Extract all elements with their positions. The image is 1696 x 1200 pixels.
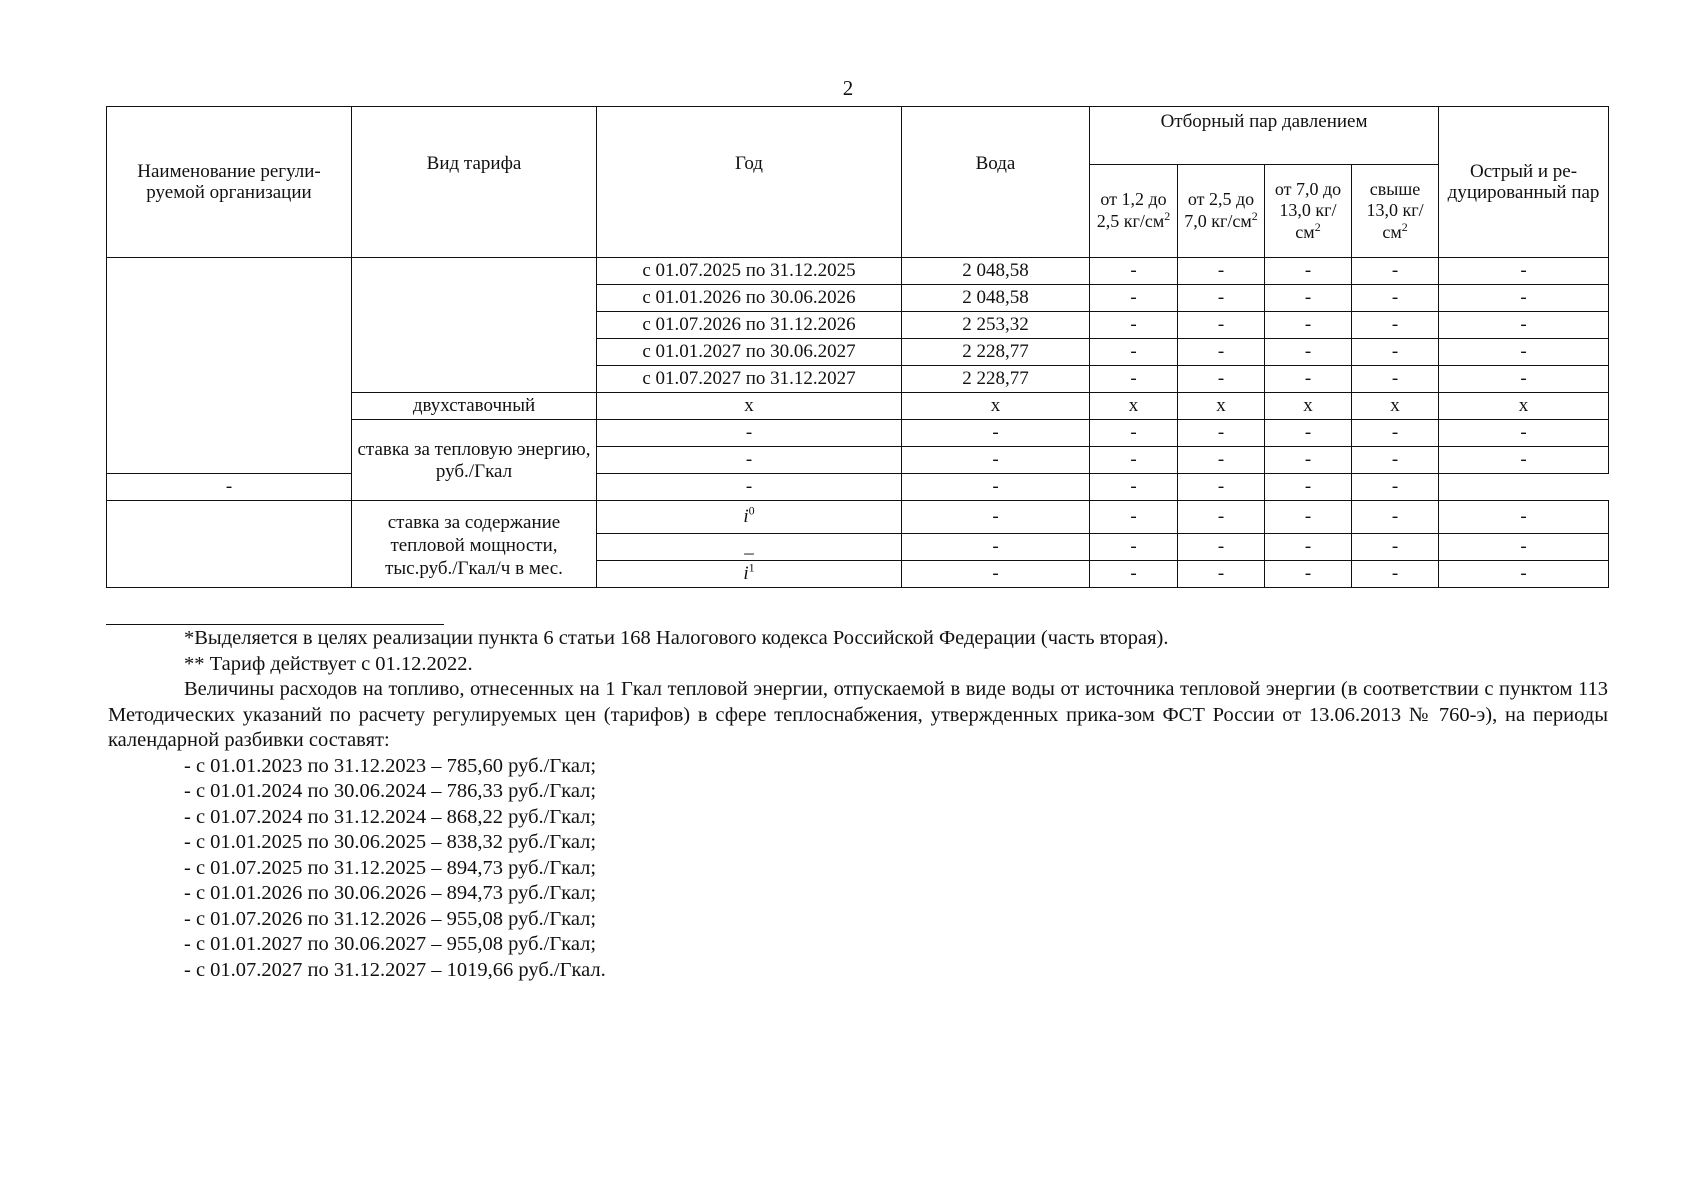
fuel-cost-list — [108, 754, 1608, 984]
capacity-cell: - — [1178, 561, 1265, 588]
year-cell: с 01.01.2026 по 30.06.2026 — [597, 285, 902, 312]
heat-rate-cell: - — [902, 447, 1090, 474]
p2-cell: - — [1178, 339, 1265, 366]
capacity-rate-label: ставка за содержание тепловой мощности, тыс.руб./Гкал/ч в мес. — [352, 501, 597, 588]
org-name-cell — [107, 258, 352, 474]
p3-cell: - — [1265, 312, 1352, 339]
p1-cell: - — [1090, 285, 1178, 312]
sharp-cell: - — [1439, 339, 1609, 366]
heat-rate-cell: - — [597, 474, 902, 501]
footnote-1: *Выделяется в целях реализации пункта 6 статьи 168 Налогового кодекса Российской Федерации (часть вторая). — [184, 627, 1169, 649]
header-pressure-3 — [1265, 165, 1352, 258]
p2-cell: - — [1178, 366, 1265, 393]
p2-cell: - — [1178, 285, 1265, 312]
notes-block — [108, 626, 1608, 983]
p4-cell: - — [1352, 258, 1439, 285]
heat-rate-cell: - — [1090, 420, 1178, 447]
water-cell: 2 048,58 — [902, 258, 1090, 285]
list-item: - с 01.07.2027 по 31.12.2027 – 1019,66 руб./Гкал. — [184, 958, 606, 981]
heat-rate-cell: - — [902, 420, 1090, 447]
capacity-cell: - — [1265, 534, 1352, 561]
table-row-capacity-rate — [107, 501, 1609, 534]
heat-rate-cell: - — [1265, 420, 1352, 447]
header-pressure-1 — [1090, 165, 1178, 258]
capacity-cell: - — [1178, 534, 1265, 561]
sup-2: 2 — [1314, 219, 1321, 234]
header-steam-group: Отборный пар давлением — [1090, 107, 1439, 165]
p4-cell: - — [1352, 312, 1439, 339]
list-item: - с 01.01.2027 по 30.06.2027 – 955,08 руб./Гкал; — [184, 933, 597, 955]
heat-rate-cell: - — [1439, 420, 1609, 447]
list-item: - с 01.07.2024 по 31.12.2024 – 868,22 руб./Гкал; — [184, 805, 597, 828]
table-row-heat-rate — [107, 474, 1609, 501]
list-item: - с 01.01.2023 по 31.12.2023 – 785,60 руб./Гкал; — [184, 754, 597, 777]
header-year: Год — [597, 107, 902, 258]
sharp-cell: - — [1439, 366, 1609, 393]
two-rate-cell: x — [597, 393, 902, 420]
table-row — [107, 258, 1609, 285]
footnote-separator — [106, 624, 444, 625]
heat-rate-cell: - — [597, 420, 902, 447]
capacity-cell: - — [1439, 561, 1609, 588]
p4-cell: - — [1352, 285, 1439, 312]
two-rate-label: двухставочный — [352, 393, 597, 420]
header-tariff-type: Вид тарифа — [352, 107, 597, 258]
list-item: - с 01.01.2024 по 30.06.2024 – 786,33 руб./Гкал; — [184, 780, 597, 802]
water-cell: 2 253,32 — [902, 312, 1090, 339]
two-rate-cell: x — [1352, 393, 1439, 420]
capacity-cell: - — [1090, 561, 1178, 588]
sharp-cell: - — [1439, 285, 1609, 312]
heat-rate-cell: - — [1352, 420, 1439, 447]
heat-rate-cell: - — [1090, 474, 1178, 501]
p1-cell: - — [1090, 366, 1178, 393]
two-rate-cell: x — [1265, 393, 1352, 420]
header-row-1 — [107, 107, 1609, 165]
year-cell: с 01.07.2026 по 31.12.2026 — [597, 312, 902, 339]
footnote-2: ** Тариф действует с 01.12.2022. — [184, 652, 473, 675]
p1-cell: - — [1090, 339, 1178, 366]
heat-rate-cell: - — [1265, 474, 1352, 501]
org-name-cell-2 — [107, 501, 352, 588]
header-pressure-4-text: свыше 13,0 кг/см — [1366, 178, 1424, 242]
sharp-cell: - — [1439, 258, 1609, 285]
capacity-cell: - — [902, 501, 1090, 534]
capacity-cell: - — [1352, 561, 1439, 588]
p4-cell: - — [1352, 366, 1439, 393]
capacity-cell: - — [1178, 501, 1265, 534]
year-cell: с 01.07.2027 по 31.12.2027 — [597, 366, 902, 393]
sup-2: 2 — [1164, 209, 1171, 223]
capacity-year-cell — [597, 501, 902, 534]
header-pressure-1-text: от 1,2 до 2,5 кг/см — [1096, 189, 1167, 231]
heat-rate-cell: - — [107, 474, 352, 501]
capacity-cell: - — [1090, 501, 1178, 534]
heat-rate-cell: - — [1352, 474, 1439, 501]
fuel-cost-paragraph: Величины расходов на топливо, отнесенных на 1 Гкал тепловой энергии, отпускаемой в виде воды от источника тепловой энергии (в соответствии с пунктом 113 Методических указаний по расчету регулируемых цен (тарифов) в сфере теплоснабжения, утвержденных прика-зом ФСТ России от 13.06.2013 № 760-э), на периоды календарной разбивки составят: — [108, 678, 1608, 751]
p3-cell: - — [1265, 285, 1352, 312]
heat-rate-cell: - — [1090, 447, 1178, 474]
header-org-name: Наименование регули-руемой организации — [107, 107, 352, 258]
heat-rate-cell: - — [1352, 447, 1439, 474]
sup-2: 2 — [1251, 209, 1258, 223]
capacity-cell: - — [1265, 501, 1352, 534]
heat-rate-cell: - — [1439, 447, 1609, 474]
capacity-cell: - — [1439, 501, 1609, 534]
page-number: 2 — [842, 76, 854, 100]
water-cell: 2 228,77 — [902, 366, 1090, 393]
header-pressure-2-text: от 2,5 до 7,0 кг/см — [1184, 189, 1255, 231]
i0-symbol: i — [743, 506, 749, 528]
p3-cell: - — [1265, 339, 1352, 366]
year-cell: с 01.01.2027 по 30.06.2027 — [597, 339, 902, 366]
p3-cell: - — [1265, 258, 1352, 285]
i1-symbol: i — [743, 563, 749, 585]
capacity-year-cell: _ — [597, 534, 902, 561]
p2-cell: - — [1178, 258, 1265, 285]
tariff-table — [106, 106, 1609, 588]
capacity-cell: - — [1090, 534, 1178, 561]
water-cell: 2 048,58 — [902, 285, 1090, 312]
capacity-cell: - — [1439, 534, 1609, 561]
capacity-cell: - — [1352, 501, 1439, 534]
heat-rate-cell: - — [597, 447, 902, 474]
capacity-cell: - — [902, 534, 1090, 561]
sup-2: 2 — [1401, 219, 1408, 234]
heat-rate-cell: - — [1178, 420, 1265, 447]
tariff-type-cell — [352, 258, 597, 393]
list-item: - с 01.07.2026 по 31.12.2026 – 955,08 руб./Гкал; — [184, 907, 597, 930]
year-cell: с 01.07.2025 по 31.12.2025 — [597, 258, 902, 285]
header-pressure-3-text: от 7,0 до 13,0 кг/см — [1274, 178, 1342, 242]
capacity-year-cell — [597, 561, 902, 588]
list-item: - с 01.01.2026 по 30.06.2026 – 894,73 руб./Гкал; — [184, 882, 597, 904]
heat-rate-label: ставка за тепловую энергию, руб./Гкал — [352, 420, 597, 501]
header-water: Вода — [902, 107, 1090, 258]
capacity-cell: - — [1265, 561, 1352, 588]
heat-rate-cell: - — [1178, 474, 1265, 501]
list-item: - с 01.01.2025 по 30.06.2025 – 838,32 руб./Гкал; — [184, 831, 597, 853]
two-rate-cell: x — [902, 393, 1090, 420]
capacity-cell: - — [902, 561, 1090, 588]
header-pressure-2 — [1178, 165, 1265, 258]
heat-rate-cell: - — [1178, 447, 1265, 474]
two-rate-cell: x — [1090, 393, 1178, 420]
header-pressure-4 — [1352, 165, 1439, 258]
p2-cell: - — [1178, 312, 1265, 339]
p1-cell: - — [1090, 258, 1178, 285]
heat-rate-cell: - — [1265, 447, 1352, 474]
two-rate-cell: x — [1439, 393, 1609, 420]
i1-sup: 1 — [748, 561, 755, 576]
sharp-cell: - — [1439, 312, 1609, 339]
list-item: - с 01.07.2025 по 31.12.2025 – 894,73 руб./Гкал; — [184, 856, 597, 879]
capacity-cell: - — [1352, 534, 1439, 561]
heat-rate-cell: - — [902, 474, 1090, 501]
water-cell: 2 228,77 — [902, 339, 1090, 366]
p4-cell: - — [1352, 339, 1439, 366]
p3-cell: - — [1265, 366, 1352, 393]
header-sharp-steam: Острый и ре-дуцированный пар — [1439, 107, 1609, 258]
i0-sup: 0 — [748, 504, 755, 519]
two-rate-cell: x — [1178, 393, 1265, 420]
p1-cell: - — [1090, 312, 1178, 339]
